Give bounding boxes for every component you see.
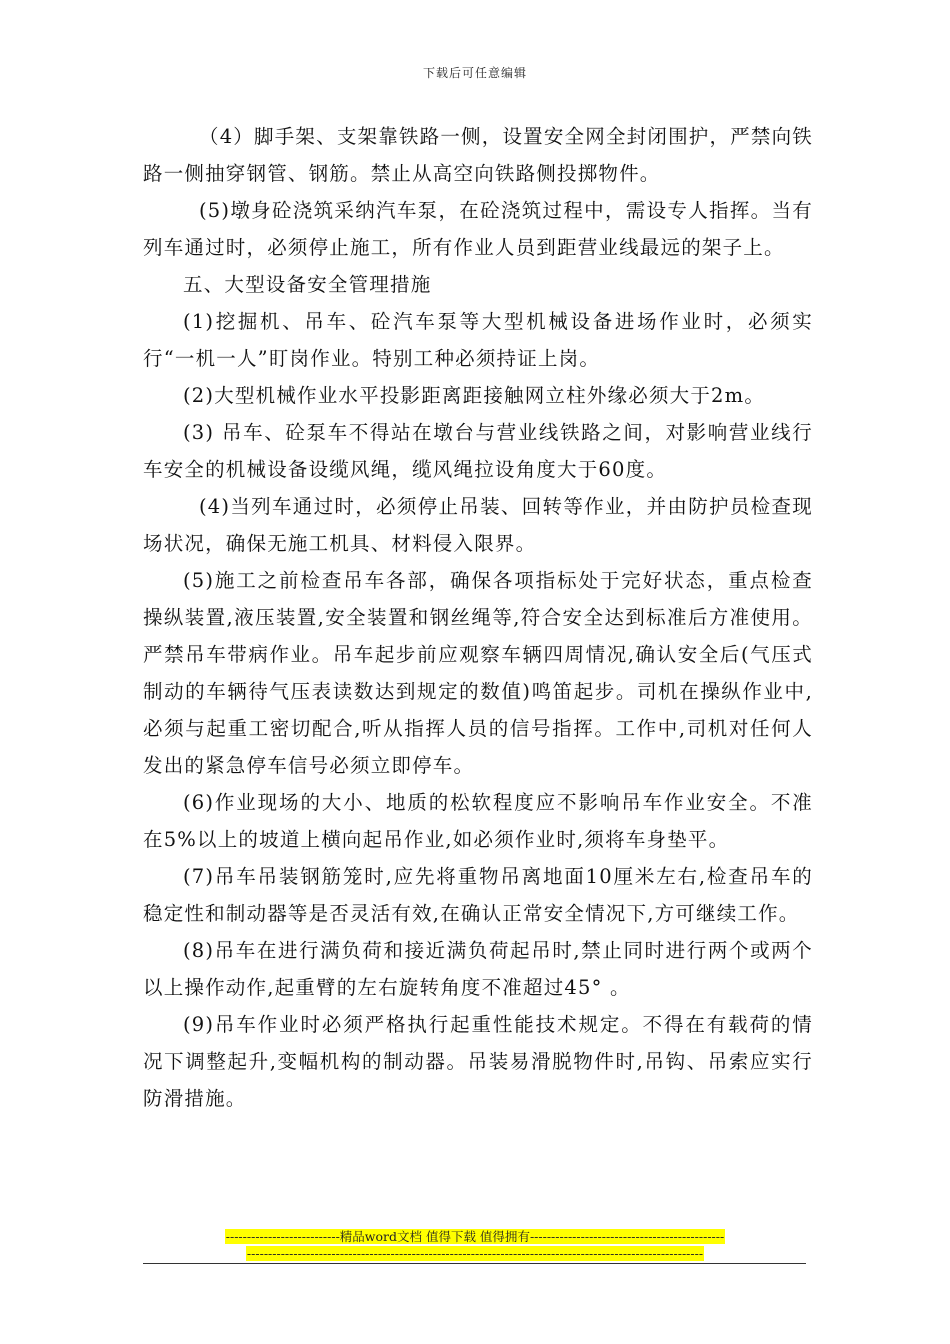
paragraph-10: (8)吊车在进行满负荷和接近满负荷起吊时,禁止同时进行两个或两个以上操作动作,起重臂的左右旋转角度不准超过45° 。 (143, 939, 813, 999)
paragraph-1: （4）脚手架、支架靠铁路一侧，设置安全网全封闭围护，严禁向铁路一侧抽穿钢管、钢筋。禁止从高空向铁路侧投掷物件。 (143, 125, 813, 185)
paragraph-7: (5)施工之前检查吊车各部，确保各项指标处于完好状态，重点检查操纵装置,液压装置,安全装置和钢丝绳等,符合安全达到标准后方准使用。严禁吊车带病作业。吊车起步前应观察车辆四周情况,确认安全后(气压式制动的车辆待气压表读数达到规定的数值)鸣笛起步。司机在操纵作业中,必须与起重工密切配合,听从指挥人员的信号指挥。工作中,司机对任何人发出的紧急停车信号必须立即停车。 (143, 569, 813, 777)
paragraph-5: (3) 吊车、砼泵车不得站在墩台与营业线铁路之间，对影响营业线行车安全的机械设备设缆风绳，缆风绳拉设角度大于60度。 (143, 421, 813, 481)
footer-rule (143, 1263, 806, 1264)
paragraph-11: (9)吊车作业时必须严格执行起重性能技术规定。不得在有载荷的情况下调整起升,变幅机构的制动器。吊装易滑脱物件时,吊钩、吊索应实行防滑措施。 (143, 1013, 813, 1110)
paragraph-6: (4)当列车通过时，必须停止吊装、回转等作业，并由防护员检查现场状况，确保无施工机具、材料侵入限界。 (143, 495, 813, 555)
footer-dash-line (0, 1246, 950, 1261)
footer-dash-text: ------------------------------------------------------------------------------------------------------------ (246, 1246, 704, 1261)
paragraph-9: (7)吊车吊装钢筋笼时,应先将重物吊离地面10厘米左右,检查吊车的稳定性和制动器等是否灵活有效,在确认正常安全情况下,方可继续工作。 (143, 865, 813, 925)
paragraph-4: (2)大型机械作业水平投影距离距接触网立柱外缘必须大于2m。 (183, 384, 766, 407)
footer-banner (0, 1229, 950, 1244)
section-heading: 五、大型设备安全管理措施 (183, 273, 432, 296)
paragraph-2: (5)墩身砼浇筑采纳汽车泵，在砼浇筑过程中，需设专人指挥。当有列车通过时，必须停止施工，所有作业人员到距营业线最远的架子上。 (143, 199, 813, 259)
document-body (143, 118, 813, 1117)
paragraph-3: (1)挖掘机、吊车、砼汽车泵等大型机械设备进场作业时，必须实行“一机一人”盯岗作业。特别工种必须持证上岗。 (143, 310, 813, 370)
page-header: 下载后可任意编辑 (422, 66, 527, 80)
paragraph-8: (6)作业现场的大小、地质的松软程度应不影响吊车作业安全。不准在5%以上的坡道上横向起吊作业,如必须作业时,须将车身垫平。 (143, 791, 813, 851)
footer-banner-text: ---------------------------精品word文档 值得下载 值得拥有---------------------------------------------- (225, 1229, 725, 1244)
